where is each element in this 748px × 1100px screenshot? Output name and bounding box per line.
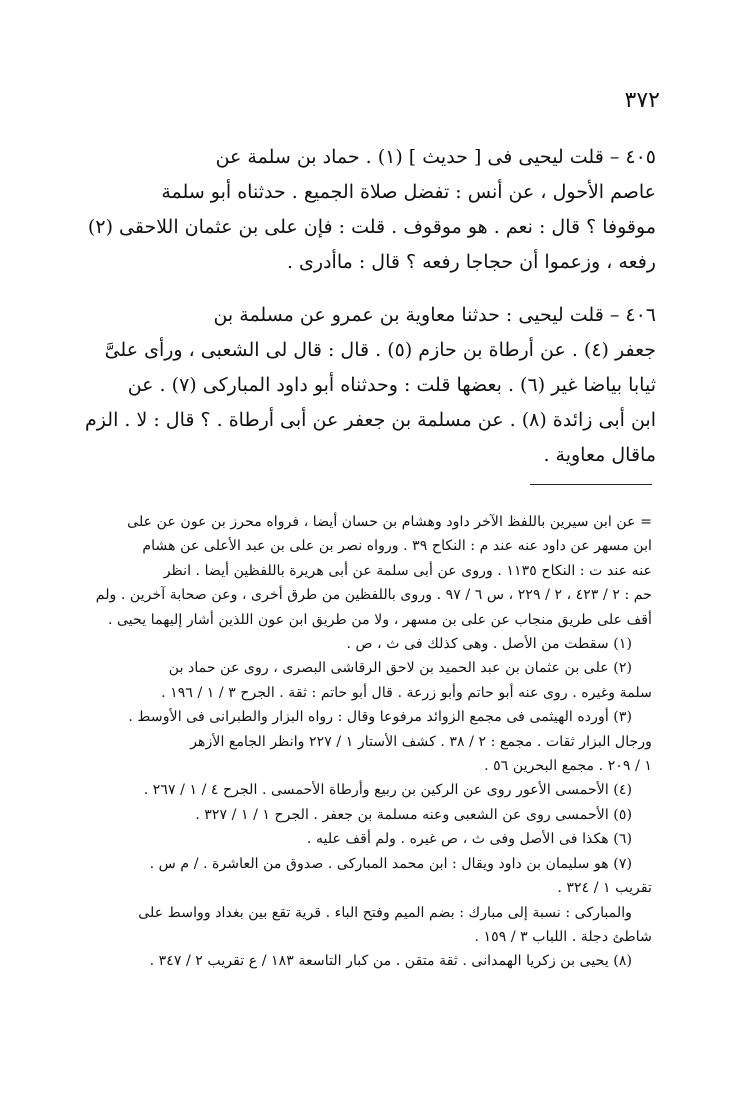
text-line: جعفر (٤) . عن أرطاة بن حازم (٥) . قال : قال لى الشعبى ، ورأى علىَّ bbox=[104, 339, 656, 361]
entry-405 bbox=[76, 140, 656, 280]
footnote-5: (٥) الأحمسى روى عن الشعبى وعنه مسلمة بن جعفر . الجرح ١ / ١ / ٣٢٧ . bbox=[195, 806, 632, 823]
footnote-2: (٢) على بن عثمان بن عبد الحميد بن لاحق الرقاشى البصرى ، روى عن حماد بن bbox=[168, 660, 632, 677]
footnote-divider bbox=[530, 484, 652, 485]
footnote-line: حم : ٢ / ٤٢٣ ، ٢ / ٢٢٩ ، س ٦ / ٩٧ . وروى باللفظين من طرق أخرى ، وعن صحابة آخرين . ولم bbox=[95, 587, 652, 604]
text-line: ماقال معاوية . bbox=[543, 444, 656, 466]
footnote-line: تقريب ١ / ٣٢٤ . bbox=[557, 880, 652, 897]
entry-406 bbox=[76, 298, 656, 473]
footnote-line: عنه عند ت : النكاح ١١٣٥ . وروى عن أبى سلمة عن أبى هريرة باللفظين أيضا . انظر bbox=[163, 562, 652, 579]
text-line: ابن أبى زائدة (٨) . عن مسلمة بن جعفر عن أبى أرطاة . ؟ قال : لا . الزم bbox=[85, 409, 656, 431]
text-line: موقوفا ؟ قال : نعم . هو موقوف . قلت : فإن على بن عثمان اللاحقى (٢) bbox=[87, 216, 656, 238]
footnote-line: = عن ابن سيرين باللفظ الآخر داود وهشام بن حسان أيضا ، فرواه محرز بن عون عن على bbox=[127, 514, 652, 530]
footnote-8: (٨) يحيى بن زكريا الهمدانى . ثقة متقن . من كبار التاسعة ١٨٣ / ع تقريب ٢ / ٣٤٧ . bbox=[149, 953, 632, 970]
footnote-3: (٣) أورده الهيثمى فى مجمع الزوائد مرفوعا وقال : رواه البزار والطبرانى فى الأوسط . bbox=[128, 709, 632, 726]
footnote-line: ابن مسهر عن داود عنه عند م : النكاح ٣٩ . ورواه نصر بن على بن عبد الأعلى عن هشام bbox=[142, 538, 652, 555]
footnote-line: شاطئ دجلة . اللباب ٣ / ١٥٩ . bbox=[474, 928, 652, 945]
footnotes bbox=[72, 510, 652, 974]
footnote-line: ورجال البزار ثقات . مجمع : ٢ / ٣٨ . كشف الأستار ١ / ٢٢٧ وانظر الجامع الأزهر bbox=[190, 733, 652, 750]
footnote-line: أقف على طريق منجاب عن على بن مسهر ، ولا من طريق ابن عون اللذين أشار إليهما يحيى . bbox=[107, 611, 652, 628]
page-number: ٣٧٢ bbox=[624, 88, 660, 113]
footnote-1: (١) سقطت من الأصل . وهى كذلك فى ث ، ص . bbox=[346, 636, 632, 653]
main-text bbox=[76, 140, 656, 491]
text-line: ٤٠٦ – قلت ليحيى : حدثنا معاوية بن عمرو عن مسلمة بن bbox=[213, 304, 656, 326]
footnote-6: (٦) هكذا فى الأصل وفى ث ، ص غيره . ولم أقف عليه . bbox=[306, 831, 632, 848]
text-line: ٤٠٥ – قلت ليحيى فى [ حديث ] (١) . حماد بن سلمة عن bbox=[215, 146, 656, 168]
footnote-7: (٧) هو سليمان بن داود ويقال : ابن محمد المباركى . صدوق من العاشرة . / م س . bbox=[149, 855, 632, 872]
text-line: ثيابا بياضا غير (٦) . بعضها قلت : وحدثناه أبو داود المباركى (٧) . عن bbox=[127, 374, 656, 396]
footnote-line: ١ / ٢٠٩ . مجمع البحرين ٥٦ . bbox=[484, 758, 652, 775]
footnote-line: سلمة وغيره . روى عنه أبو حاتم وأبو زرعة . قال أبو حاتم : ثقة . الجرح ٣ / ١ / ١٩٦ . bbox=[161, 684, 652, 701]
text-line: رفعه ، وزعموا أن حجاجا رفعه ؟ قال : ماأدرى . bbox=[286, 251, 656, 273]
footnote-line: والمباركى : نسبة إلى مبارك : بضم الميم وفتح الباء . قرية تقع بين بغداد وواسط على bbox=[138, 904, 632, 921]
text-line: عاصم الأحول ، عن أنس : تفضل صلاة الجميع . حدثناه أبو سلمة bbox=[161, 181, 656, 203]
footnote-4: (٤) الأحمسى الأعور روى عن الركين بن ربيع وأرطاة الأحمسى . الجرح ٤ / ١ / ٢٦٧ . bbox=[143, 782, 632, 799]
